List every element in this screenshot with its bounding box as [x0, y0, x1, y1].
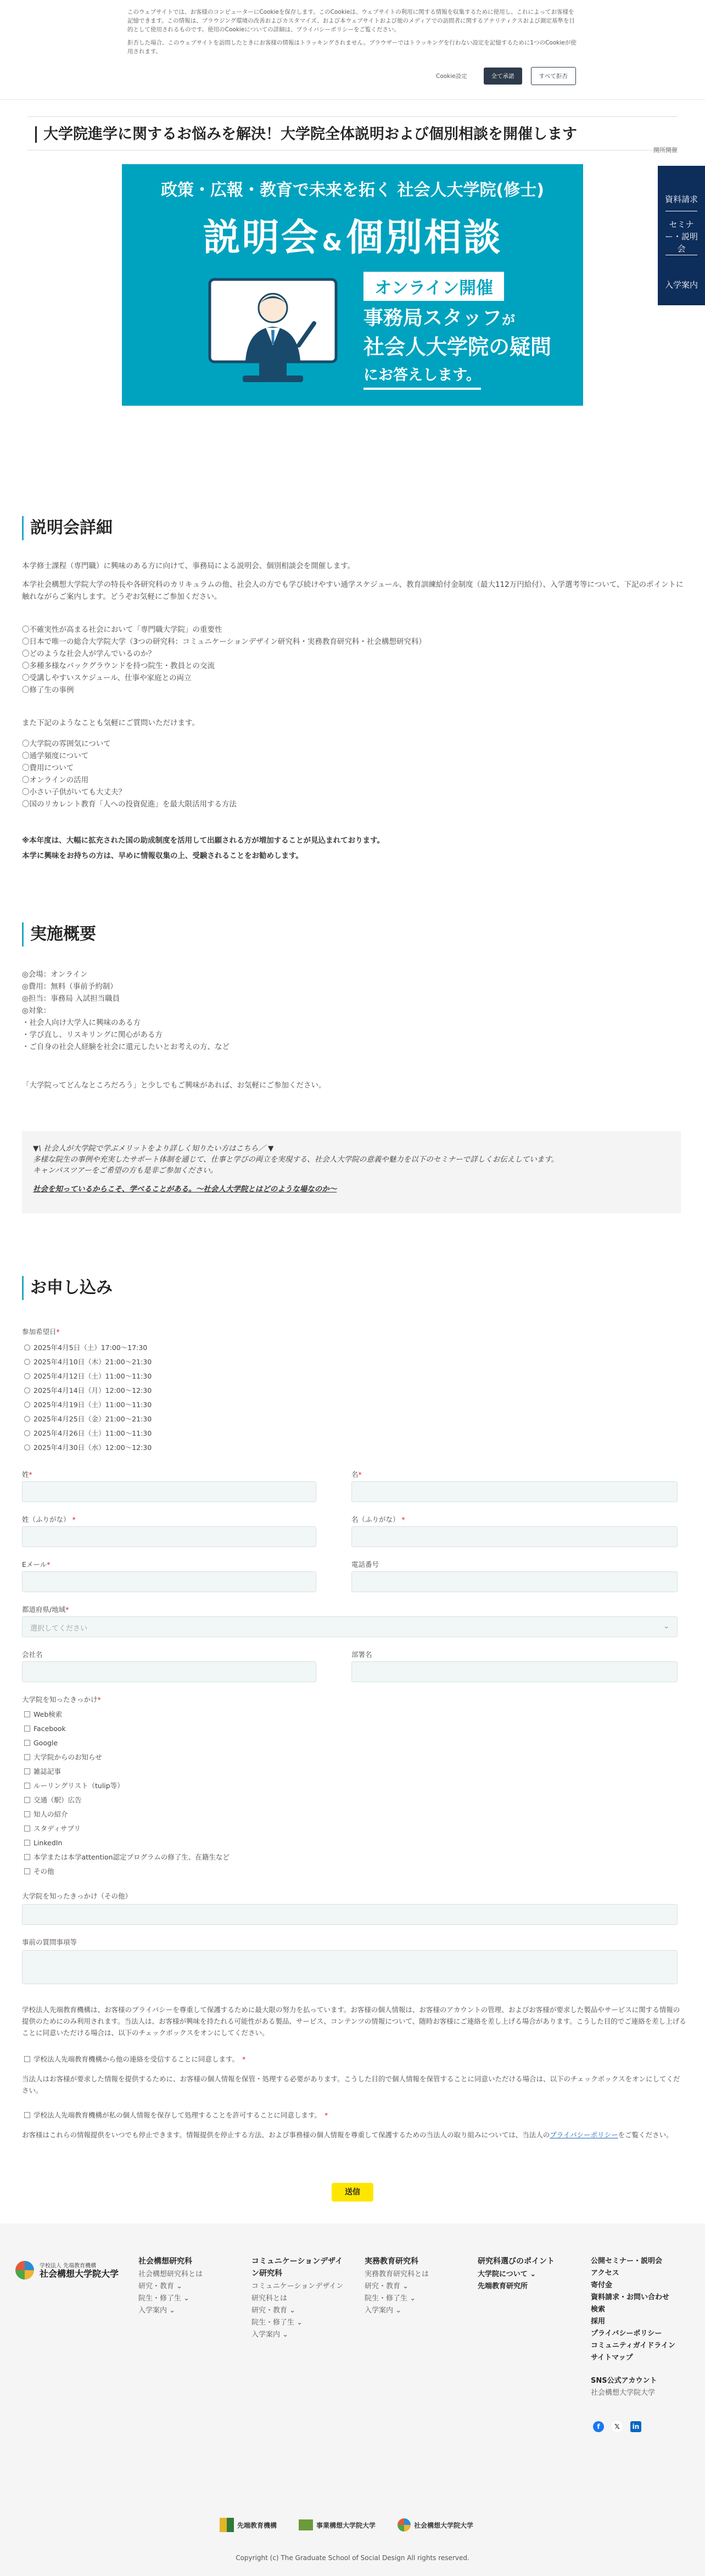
footer-link[interactable]: 資料請求・お問い合わせ: [591, 2293, 670, 2301]
last-kana-label: 姓（ふりがな） *: [22, 1515, 76, 1524]
footer-col-social-design: [138, 2255, 232, 2317]
radio-icon: [24, 1402, 30, 1408]
first-kana-input[interactable]: [351, 1526, 678, 1547]
footer-link[interactable]: サイトマップ: [591, 2354, 633, 2362]
banner-answer-line: にお答えします。: [363, 363, 481, 390]
chevron-down-icon: ⌄: [289, 2306, 296, 2315]
source-option[interactable]: [24, 1737, 58, 1748]
source-option[interactable]: [24, 1723, 66, 1734]
x-icon[interactable]: 𝕏: [612, 2421, 623, 2432]
footer-logo[interactable]: [15, 2261, 119, 2280]
source-option-label: Google: [33, 1738, 58, 1747]
last-kana-input[interactable]: [22, 1526, 316, 1547]
footer-col-communication: [251, 2255, 345, 2341]
footer-link[interactable]: [365, 2293, 458, 2305]
list-item: 〇修了生の事例: [22, 686, 74, 695]
first-kana-label: 名（ふりがな） *: [351, 1515, 405, 1524]
pref-select[interactable]: [22, 1616, 678, 1637]
banner-staff-suffix: が: [502, 312, 516, 328]
chevron-down-icon: ⌄: [183, 2294, 190, 2303]
email-input[interactable]: [22, 1571, 316, 1592]
cookie-text-1: このウェブサイトでは、お客様のコンピューターにCookieを保存します。このCookieは、ウェブサイトの利用に関する情報を収集するために使用し、これによってお客様を記憶できます。この情報は、ブラウジング環境の改善およびカスタマイズ、および本ウェブサイトおよび他のメディアでの訪問者に関するアナリティクスおよび測定基準を目的として使用されるものです。使用のCookieについての詳細は、プライバシーポリシーをご覧ください。: [127, 9, 575, 33]
side-nav-brochure[interactable]: 資料請求: [664, 194, 698, 204]
banner-question-line: 社会人大学院の疑問: [363, 335, 552, 359]
first-name-label-text: 名: [351, 1470, 359, 1479]
dept-input[interactable]: [351, 1661, 678, 1682]
date-option-label: 2025年4月5日（土）17:00〜17:30: [33, 1343, 148, 1352]
presenter-illustration-icon: [204, 274, 342, 389]
last-name-input[interactable]: [22, 1481, 316, 1502]
list-item: ◎担当：事務局 入試担当職員: [22, 994, 120, 1003]
checkbox-icon: [24, 1726, 30, 1732]
callout-line-2: 多様な院生の事例や充実したサポート体制を通じて、仕事と学びの両立を実現する、社会人大学院の意義や魅力を以下のセミナーで詳しくお伝えしています。: [33, 1155, 559, 1164]
list-item: 〇国のリカレント教育「人への投資促進」を最大限活用する方法: [22, 800, 237, 809]
details-points: [22, 624, 681, 696]
last-name-label: 姓*: [22, 1470, 32, 1479]
footer-link-text: 研究・教育: [138, 2282, 175, 2291]
mpd-logo-icon: [299, 2519, 313, 2530]
callout-line-3: キャンパスツアーをご希望の方も是非ご参加ください。: [33, 1166, 218, 1175]
source-option-label: 知人の紹介: [33, 1810, 68, 1818]
cookie-text-2: 拒否した場合、このウェブサイトを訪問したときにお客様の情報はトラッキングされません。ブラウザーではトラッキングを行わない設定を記憶するために1つのCookieが使用されます。: [127, 40, 577, 55]
source-option[interactable]: [24, 1766, 61, 1777]
footer-link[interactable]: [138, 2281, 232, 2293]
pref-label: 都道府県/地域*: [22, 1605, 69, 1614]
privacy-text-2: 当法人はお客様が要求した情報を提供するために、お客様の個人情報を保管・処理する必要があります。こうした目的で個人情報を保管することに同意いただける場合は、以下のチェックボックスをオンにしてください。: [22, 2075, 680, 2095]
list-item: 〇小さい子供がいても大丈夫？: [22, 788, 126, 797]
source-option-label: ルーリングリスト（tulip等）: [33, 1782, 124, 1790]
list-item: ・学び直し、リスキリングに関心がある方: [22, 1031, 163, 1039]
date-option[interactable]: [24, 1342, 147, 1353]
consent-storage[interactable]: 学校法人先端教育機構が私の個人情報を保存して処理することを許可することに同意します。 *: [24, 2109, 328, 2120]
footer-link[interactable]: [251, 2305, 345, 2317]
source-option[interactable]: [24, 1780, 124, 1791]
footer-link[interactable]: 検索: [591, 2305, 606, 2314]
checkbox-icon: [24, 2112, 30, 2118]
source-option[interactable]: [24, 1794, 82, 1805]
footer-col-misc: [591, 2255, 695, 2399]
footer-link-text: 入学案内: [138, 2306, 167, 2315]
checkbox-icon: [24, 1797, 30, 1803]
affiliated-logos: [220, 2518, 473, 2532]
page-header: [27, 116, 678, 154]
list-item: 〇費用について: [22, 764, 74, 772]
university-logo-icon: [15, 2261, 34, 2280]
affiliate-logo-text: 事業構想大学院大学: [316, 2521, 376, 2529]
date-option-label: 2025年4月14日（月）12:00〜12:30: [33, 1386, 152, 1395]
company-input[interactable]: [22, 1661, 316, 1682]
banner-staff-line: [363, 303, 515, 331]
radio-icon: [24, 1444, 30, 1451]
callout-line-1: ▼\ 社会人が大学院で学ぶメリットをより詳しく知りたい方はこちら／ ▼: [33, 1144, 274, 1153]
banner-staff-text: 事務局スタッフ: [363, 307, 502, 329]
footer-link[interactable]: コミュニケーションデザイン研究科とは: [251, 2282, 344, 2303]
footer-link[interactable]: アクセス: [591, 2269, 619, 2277]
cookie-buttons: [428, 67, 576, 85]
facebook-icon[interactable]: f: [593, 2421, 604, 2432]
overview-closing: 「大学院ってどんなところだろう」と少しでもご興味があれば、お気軽にご参加ください。: [22, 1081, 326, 1090]
checkbox-icon: [24, 1825, 30, 1832]
source-other-input[interactable]: [22, 1904, 678, 1925]
list-item: 〇不確実性が高まる社会において「専門職大学院」の重要性: [22, 625, 222, 634]
checkbox-icon: [24, 1840, 30, 1846]
list-item: 〇オンラインの活用: [22, 776, 89, 785]
consent-contact[interactable]: 学校法人先端教育機構から他の連絡を受信することに同意します。 *: [24, 2053, 245, 2064]
details-note-2: 本学に興味をお持ちの方は、早めに情報収集の上、受験されることをお勧めします。: [22, 852, 303, 860]
chevron-down-icon: ⌄: [530, 2270, 536, 2278]
copyright: Copyright (c) The Graduate School of Social Design All rights reserved.: [236, 2554, 469, 2562]
logo-org: 学校法人 先端教育機構: [40, 2263, 97, 2269]
source-option-label: Facebook: [33, 1724, 66, 1733]
source-label-text: 大学院を知ったきっかけ: [22, 1695, 98, 1704]
pref-placeholder: 選択してください: [30, 1625, 88, 1633]
footer-link[interactable]: [251, 2329, 345, 2341]
source-option-label: 本学または本学attention認定プログラムの修了生、在籍生など: [33, 1853, 230, 1861]
source-option-label: LinkedIn: [33, 1838, 63, 1847]
checkbox-icon: [24, 2056, 30, 2062]
footer-link-text: 入学案内: [365, 2306, 394, 2315]
pref-label-text: 都道府県/地域: [22, 1605, 66, 1614]
source-option[interactable]: [24, 1709, 62, 1720]
date-option[interactable]: [24, 1370, 152, 1381]
date-option-label: 2025年4月25日（金）21:00〜21:30: [33, 1415, 152, 1423]
list-item: ◎費用：無料（事前予約制）: [22, 982, 118, 991]
list-item: 〇受講しやすいスケジュール、仕事や家庭との両立: [22, 674, 192, 682]
checkbox-icon: [24, 1740, 30, 1746]
source-option[interactable]: [24, 1808, 68, 1819]
seminar-callout: [22, 1131, 681, 1213]
affiliate-logo[interactable]: [220, 2518, 277, 2532]
checkbox-icon: [24, 1854, 30, 1860]
last-kana-label-text: 姓（ふりがな）: [22, 1515, 70, 1524]
overview-items: [22, 968, 681, 1053]
date-option-label: 2025年4月26日（土）11:00〜11:30: [33, 1429, 152, 1437]
footer-link[interactable]: 採用: [591, 2317, 606, 2326]
banner-title-b: 個別相談: [346, 216, 502, 260]
last-name-label-text: 姓: [22, 1470, 29, 1479]
date-label: 参加希望日*: [22, 1328, 60, 1336]
footer-link-text: 研究・教育: [365, 2282, 401, 2291]
sns-title: SNS公式アカウント: [591, 2377, 657, 2385]
footer-link[interactable]: [251, 2317, 345, 2329]
list-item: ◎会場：オンライン: [22, 970, 88, 979]
first-kana-label-text: 名（ふりがな）: [351, 1515, 400, 1524]
details-also: また下記のようなことも気軽にご質問いただけます。: [22, 719, 199, 727]
cookie-settings-button[interactable]: Cookie設定: [436, 73, 467, 80]
submit-button[interactable]: 送信: [332, 2183, 373, 2202]
list-item: ・社会人向け大学人に興味のある方: [22, 1018, 141, 1027]
consent-storage-label: 学校法人先端教育機構が私の個人情報を保存して処理することを許可することに同意します。: [33, 2111, 322, 2119]
source-option[interactable]: [24, 1866, 54, 1877]
chevron-down-icon: ⌄: [169, 2306, 176, 2315]
privacy-text-3a: お客様はこれらの情報提供をいつでも停止できます。情報提供を停止する方法、および事務様の個人情報を尊重して保護するための当法人の取り組みについては、当法人の: [22, 2131, 550, 2139]
footer-link[interactable]: [138, 2293, 232, 2305]
footer-link[interactable]: コミュニティガイドライン: [591, 2342, 675, 2350]
footer-col-practical: [365, 2255, 458, 2317]
radio-icon: [24, 1345, 30, 1351]
checkbox-icon: [24, 1768, 30, 1774]
footer-link-text: 研究・教育: [251, 2306, 288, 2315]
chevron-down-icon: ⌄: [395, 2306, 402, 2315]
radio-icon: [24, 1416, 30, 1422]
date-option[interactable]: [24, 1442, 152, 1453]
chevron-down-icon: ⌄: [410, 2294, 416, 2303]
footer-link-text: 院生・修了生: [365, 2294, 408, 2303]
banner-title: [122, 208, 583, 261]
first-name-label: 名*: [351, 1470, 362, 1479]
footer-link-text: 院生・修了生: [138, 2294, 182, 2303]
date-option[interactable]: [24, 1413, 152, 1424]
radio-icon: [24, 1430, 30, 1436]
privacy-policy-link[interactable]: プライバシーポリシー: [550, 2131, 618, 2139]
linkedin-icon[interactable]: in: [630, 2421, 641, 2432]
checkbox-icon: [24, 1783, 30, 1789]
date-option[interactable]: [24, 1356, 152, 1367]
footer-link-text: 大学院について: [478, 2270, 528, 2278]
source-option-label: 雑誌記事: [33, 1767, 61, 1776]
checkbox-icon: [24, 1811, 30, 1817]
consent-contact-label: 学校法人先端教育機構から他の連絡を受信することに同意します。: [33, 2055, 239, 2063]
source-option-label: スタディサプリ: [33, 1824, 81, 1833]
footer-col-title[interactable]: コミュニケーションデザイン研究科: [251, 2257, 343, 2278]
date-label-text: 参加希望日: [22, 1328, 57, 1336]
email-label: Eメール*: [22, 1560, 51, 1569]
list-item: 〇大学院の雰囲気について: [22, 740, 111, 748]
first-name-input[interactable]: [351, 1481, 678, 1502]
sns-icons: [593, 2421, 641, 2432]
list-item: 〇どのような社会人が学んでいるのか？: [22, 649, 155, 658]
company-label: 会社名: [22, 1650, 43, 1659]
chevron-down-icon: ⌄: [176, 2282, 183, 2291]
source-option-label: 交通（駅）広告: [33, 1796, 82, 1804]
chevron-down-icon: ⌄: [296, 2319, 303, 2327]
cookie-banner: [0, 0, 705, 100]
source-option-label: Web検索: [33, 1710, 63, 1718]
banner-online-badge: オンライン開催: [363, 272, 504, 301]
source-option[interactable]: [24, 1851, 230, 1862]
affiliate-logo[interactable]: [299, 2519, 376, 2530]
source-option[interactable]: [24, 1837, 62, 1848]
date-option-label: 2025年4月19日（土）11:00〜11:30: [33, 1401, 152, 1409]
university-logo-icon: [398, 2518, 411, 2532]
footer-link[interactable]: 社会構想研究科とは: [138, 2270, 203, 2278]
date-option[interactable]: [24, 1427, 152, 1438]
phone-input[interactable]: [351, 1571, 678, 1592]
privacy-text-1: 学校法人先端教育機構は、お客様のプライバシーを尊重して保護するために最大限の努力を払っています。お客様の個人情報は、お客様のアカウントの管理、およびお客様が要求した製品やサービスに関する情報の提供のためにのみ利用されます。当法人は、お客様が興味を持たれる可能性がある製品、サービス、コンテンツの情報について、随時お客様にご連絡を差し上げる場合があります。こうした目的でご連絡を差し上げることに同意いただける場合は、以下のチェックボックスをオンにしてください。: [22, 2006, 686, 2037]
banner-amp: &: [322, 229, 344, 256]
footer-link[interactable]: プライバシーポリシー: [591, 2329, 662, 2338]
affiliate-logo-text: 先端教育機構: [237, 2521, 277, 2529]
email-label-text: Eメール: [22, 1560, 47, 1569]
date-option-label: 2025年4月12日（土）11:00〜11:30: [33, 1372, 152, 1380]
cookie-text: [127, 8, 578, 60]
phone-label: 電話番号: [351, 1560, 379, 1569]
footer-link[interactable]: [138, 2305, 232, 2317]
details-faq: [22, 738, 681, 810]
footer-col-points: [478, 2255, 571, 2293]
affiliate-logo[interactable]: [398, 2518, 473, 2532]
sentan-logo-icon: [220, 2518, 234, 2532]
footer-link-text: 院生・修了生: [251, 2319, 295, 2327]
side-nav-admission-box: [658, 260, 705, 305]
list-item: 〇日本で唯一の総合大学院大学（3つの研究科：コミュニケーションデザイン研究科・実務教育研究科・社会構想研究科）: [22, 637, 426, 646]
chevron-down-icon: ⌄: [663, 1622, 669, 1631]
details-note-1: ※本年度は、大幅に拡充された国の助成制度を活用して出願される方が増加することが見込まれております。: [22, 836, 385, 845]
sns-subtitle: 社会構想大学院大学: [591, 2389, 656, 2397]
source-option-label: 大学院からのお知らせ: [33, 1753, 102, 1761]
chevron-down-icon: ⌄: [402, 2282, 409, 2291]
details-intro-2: 本学社会構想大学院大学の特長や各研究科のカリキュラムの他、社会人の方でも学び続けやすい通学スケジュール、教育訓練給付金制度（最大112万円給付）、入学選考等について、下記のポイントに触れながらご案内します。どうぞお気軽にご参加ください。: [22, 580, 684, 601]
date-option-label: 2025年4月30日（水）12:00〜12:30: [33, 1443, 152, 1452]
date-option[interactable]: [24, 1385, 152, 1396]
footer-link[interactable]: 公開セミナー・説明会: [591, 2257, 663, 2265]
logo-name: 社会構想大学院大学: [40, 2269, 119, 2279]
date-option[interactable]: [24, 1399, 152, 1410]
form-heading: お申し込み: [22, 1276, 681, 1300]
footer-link[interactable]: 先端教育研究所: [478, 2282, 528, 2291]
details-intro-1: 本学修士課程（専門職）に興味のある方に向けて、事務局による説明会、個別相談会を開催します。: [22, 562, 355, 570]
footer-col-title[interactable]: 実務教育研究科: [365, 2257, 418, 2266]
source-option[interactable]: [24, 1751, 102, 1762]
source-option[interactable]: [24, 1823, 81, 1834]
cookie-reject-button[interactable]: すべて拒否: [531, 67, 576, 85]
privacy-text-3: [22, 2129, 686, 2141]
footer-link[interactable]: [365, 2305, 458, 2317]
checkbox-icon: [24, 1754, 30, 1760]
chevron-down-icon: ⌄: [282, 2331, 289, 2339]
side-nav: [658, 166, 705, 260]
source-label: 大学院を知ったきっかけ*: [22, 1695, 101, 1704]
footer-link-text: 入学案内: [251, 2331, 281, 2339]
page-title: 大学院進学に関するお悩みを解決！大学院全体説明および個別相談を開催します: [35, 126, 577, 143]
side-nav-seminar[interactable]: セミナー・説明会: [664, 220, 698, 254]
footer-link[interactable]: [478, 2269, 571, 2281]
details-heading: 説明会詳細: [22, 516, 681, 540]
footer-col-title[interactable]: 社会構想研究科: [138, 2257, 192, 2266]
list-item: 〇多種多様なバックグラウンドを持つ院生・教員との交流: [22, 662, 215, 670]
footer-link[interactable]: [365, 2281, 458, 2293]
footer-col-title[interactable]: 研究科選びのポイント: [478, 2257, 555, 2266]
questions-label: 事前の質問事項等: [22, 1938, 77, 1946]
source-other-label: 大学院を知ったきっかけ（その他）: [22, 1892, 132, 1900]
cookie-accept-button[interactable]: 全て承諾: [484, 68, 522, 85]
affiliate-logo-text: 社会構想大学院大学: [414, 2521, 474, 2529]
source-option-label: その他: [33, 1867, 54, 1875]
checkbox-icon: [24, 1868, 30, 1874]
list-item: ◎対象：: [22, 1006, 51, 1015]
questions-textarea[interactable]: [22, 1950, 678, 1984]
radio-icon: [24, 1359, 30, 1365]
footer-link[interactable]: 寄付金: [591, 2281, 613, 2289]
banner-subtitle: 政策・広報・教育で未来を拓く 社会人大学院(修士): [161, 181, 544, 200]
callout-seminar-link[interactable]: 社会を知っているからこそ、学べることがある。〜社会人大学院とはどのような場なのか〜: [33, 1185, 337, 1194]
footer-link[interactable]: 実務教育研究科とは: [365, 2270, 429, 2278]
page-tag: 開所開催: [653, 147, 678, 154]
list-item: ・ご自身の社会人経験を社会に還元したいとお考えの方、など: [22, 1043, 230, 1051]
overview-heading: 実施概要: [22, 922, 681, 947]
banner-title-a: 説明会: [203, 216, 320, 260]
side-nav-admission[interactable]: 入学案内: [664, 280, 698, 290]
radio-icon: [24, 1387, 30, 1393]
radio-icon: [24, 1373, 30, 1379]
date-option-label: 2025年4月10日（木）21:00〜21:30: [33, 1358, 152, 1366]
event-banner: [122, 164, 583, 406]
list-item: 〇通学頻度について: [22, 752, 89, 760]
checkbox-icon: [24, 1711, 30, 1717]
privacy-text-3b: をご覧ください。: [618, 2131, 673, 2139]
dept-label: 部署名: [351, 1650, 372, 1659]
